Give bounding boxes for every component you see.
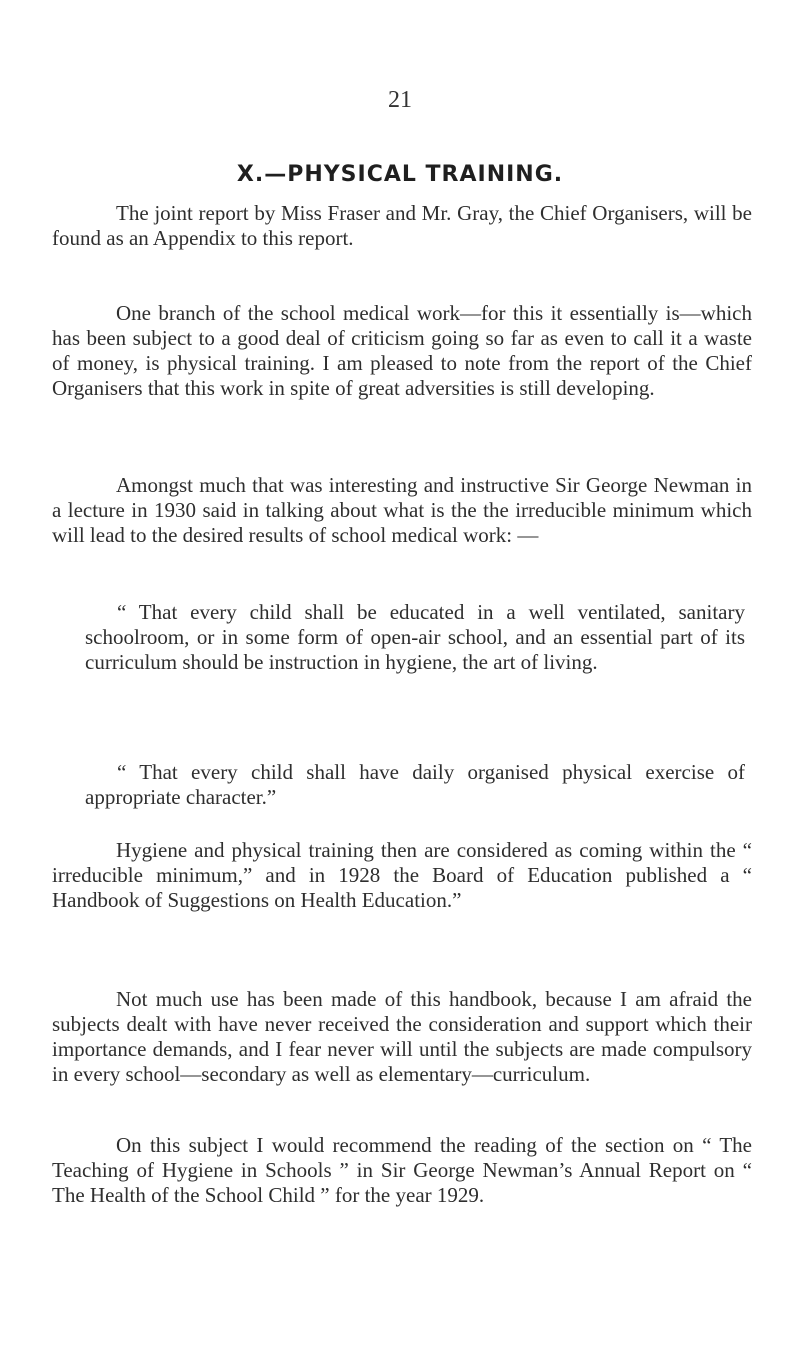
paragraph-irreducible-minimum: Hygiene and physical training then are considered as coming within the “ irreducible minimum,” and in 1928 the Board of Education published a “ Handbook of Suggestions on Health Education.” — [52, 838, 752, 912]
paragraph-appendix-note: The joint report by Miss Fraser and Mr. Gray, the Chief Organisers, will be found as an Appendix to this report. — [52, 201, 752, 250]
section-heading: X.—PHYSICAL TRAINING. — [236, 162, 564, 187]
quote-schoolroom: “ That every child shall be educated in a well ventilated, sanitary schoolroom, or in some form of open-air school, and an essential part of its curriculum should be instruction in hygiene, the art of living. — [85, 600, 745, 674]
paragraph-handbook: Not much use has been made of this handbook, because I am afraid the subjects dealt with have never received the consideration and support which their importance demands, and I fear never will until the subjects are made compulsory in every school—secondary as well as elementary—curriculum. — [52, 987, 752, 1086]
quote-physical-exercise: “ That every child shall have daily organised physical exercise of appropriate character.” — [85, 760, 745, 809]
paragraph-recommendation: On this subject I would recommend the reading of the section on “ The Teaching of Hygiene in Schools ” in Sir George Newman’s Annual Report on “ The Health of the School Child ” for the year 1929. — [52, 1133, 752, 1207]
paragraph-physical-training: One branch of the school medical work—for this it essentially is—which has been subject to a good deal of criticism going so far as even to call it a waste of money, is physical training. I am pleased to note from the report of the Chief Organisers that this work in spite of great adversities is still developing. — [52, 301, 752, 400]
page-number: 21 — [388, 87, 412, 113]
paragraph-newman-lecture: Amongst much that was interesting and instructive Sir George Newman in a lecture in 1930 said in talking about what is the the irreducible minimum which will lead to the desired results of school medical work: — — [52, 473, 752, 547]
